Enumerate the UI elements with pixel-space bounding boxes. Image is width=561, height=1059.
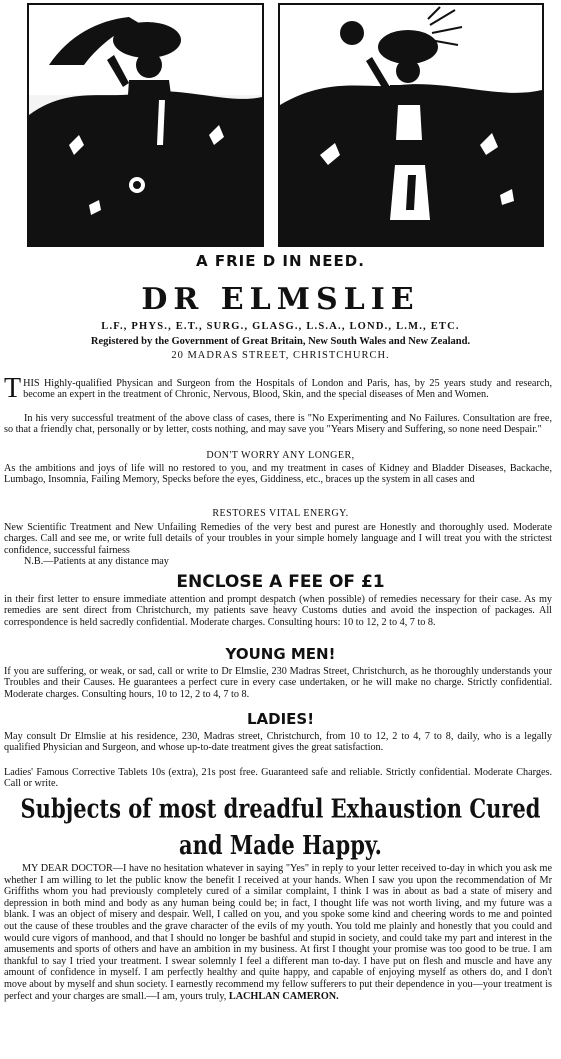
testimonial-letter — [4, 863, 552, 1002]
dont-worry-title: DON'T WORRY ANY LONGER, — [206, 450, 355, 461]
tagline: A FRIE D IN NEED. — [196, 252, 365, 270]
testimonial-heading: Subjects of most dreadful Exhaustion Cured and Made Happy. — [20, 792, 541, 860]
dont-worry-text: As the ambitions and joys of life will no restored to you, and my treatment in cases of Kidney and Bladder Diseases, Backache, Lumbago, Insomnia, Failing Memory, Specks before the eyes, Giddiness, etc., braces up the system in all cases and — [4, 463, 552, 486]
restores-nb: N.B.—Patients at any distance may — [24, 556, 169, 567]
fee-title: ENCLOSE A FEE OF £1 — [176, 572, 385, 592]
testimonial-signature: LACHLAN CAMERON. — [228, 990, 339, 1002]
doctor-name: DR ELMSLIE — [141, 282, 420, 317]
registration-line: Registered by the Government of Great Britain, New South Wales and New Zealand. — [90, 336, 471, 347]
ladies-title: LADIES! — [246, 710, 315, 728]
intro-paragraph — [4, 373, 552, 404]
intro-text: HIS Highly-qualified Physican and Surgeon from the Hospitals of London and Paris, has, by 25 years study and research, become an expert in the treatment of Chronic, Nervous, Blood, Skin, and the special diseases of Men and Women. — [23, 378, 552, 401]
young-men-text: If you are suffering, or weak, or sad, call or write to Dr Elmslie, 230 Madras Street, Christchurch, as he thoroughly understands your Troubles and their Causes. He guarantees a perfect cure in every case undertaken, or he will make no charge. Strictly confidential. Moderate charges. Consulting hours, 10 to 12, 2 to 4, 7 to 8. — [4, 666, 552, 700]
dropcap-letter: T — [4, 373, 22, 404]
illustration-row — [0, 3, 561, 246]
ladies-tablets: Ladies' Famous Corrective Tablets 10s (extra), 21s post free. Guaranteed safe and reliable. Strictly confidential. Moderate Charges. Call or write. — [4, 767, 552, 790]
address-line: 20 MADRAS STREET, CHRISTCHURCH. — [171, 350, 390, 361]
woodcut-figure-left — [29, 5, 262, 245]
restores-text: New Scientific Treatment and New Unfailing Remedies of the very best and purest are Honestly and thoroughly used. Moderate charges. Call and see me, or write full details of your troubles in your simple homely language and I will treat you with the strictest confidence, successful fairness — [4, 522, 552, 556]
illustration-woman-carrying-basket — [27, 3, 264, 247]
ladies-text: May consult Dr Elmslie at his residence, 230, Madras street, Christchurch, from 10 to 12, 2 to 4, 7 to 8, daily, who is a legally qualified Physician and Surgeon, and whose up-to-date treatment gives the great satisfaction. — [4, 731, 552, 754]
credentials: L.F., PHYS., E.T., SURG., GLASG., L.S.A., LOND., L.M., ETC. — [101, 321, 460, 332]
intro-paragraph-2: In his very successful treatment of the above class of cases, there is "No Experimenting and No Failures. Consultation are free, so that a friendly chat, personally or by letter, costs nothing, and may save you "Years Misery and Suffering, so none need Despair." — [4, 413, 552, 436]
illustration-restored-woman — [278, 3, 544, 247]
young-men-title: YOUNG MEN! — [225, 645, 336, 663]
testimonial-text: MY DEAR DOCTOR—I have no hesitation whatever in saying "Yes" in reply to your letter received to-day in which you ask me whether I am willing to let the public know the benefit I received at your hands. When I saw you upon the recommendation of Mr Griffiths whom you had previously completely cured of a similar complaint, I think I was in about as bad a state of misery and depression in both mind and body as any human being could be; in fact, I thought life was not worth living, and my future was a blank. I was an object of misery and despair. Well, I called on you, and you spoke some kind and cheering words to me and pointed out the cause of these troubles and the grave character of the evils of my youth. You told me plainly and honestly that you could and would cure vigors of manhood, and that I should no longer be bashful and stupid in society, and could take my part and interest in the amusements and sports of others and have an ambition in my business. At first I thought your promise was too good to be true. I am thankful to say I tried your treatment. I swear solemnly I feel a different man to-day. I have put on flesh and muscle and have any amount of confidence in myself. I am perfectly healthy and quite happy, and capable of enjoying myself as others do, and I don't move about by myself and shun society. I earnestly recommend my fellow sufferers to put their dependence in you—your treatment is perfect and your charges are small.—I am, yours truly, — [4, 863, 552, 1002]
fee-text: in their first letter to ensure immediate attention and prompt despatch (when possible) of remedies necessary for their case. As my remedies are sent direct from Christchurch, my patients save heavy Customs duties and avoid the inspection of packages. All correspondence is held sacredly confidential. Moderate charges. Consulting hours: 10 to 12, 2 to 4, 7 to 8. — [4, 594, 552, 628]
restores-title: RESTORES VITAL ENERGY. — [212, 508, 349, 519]
woodcut-figure-right — [280, 5, 542, 245]
